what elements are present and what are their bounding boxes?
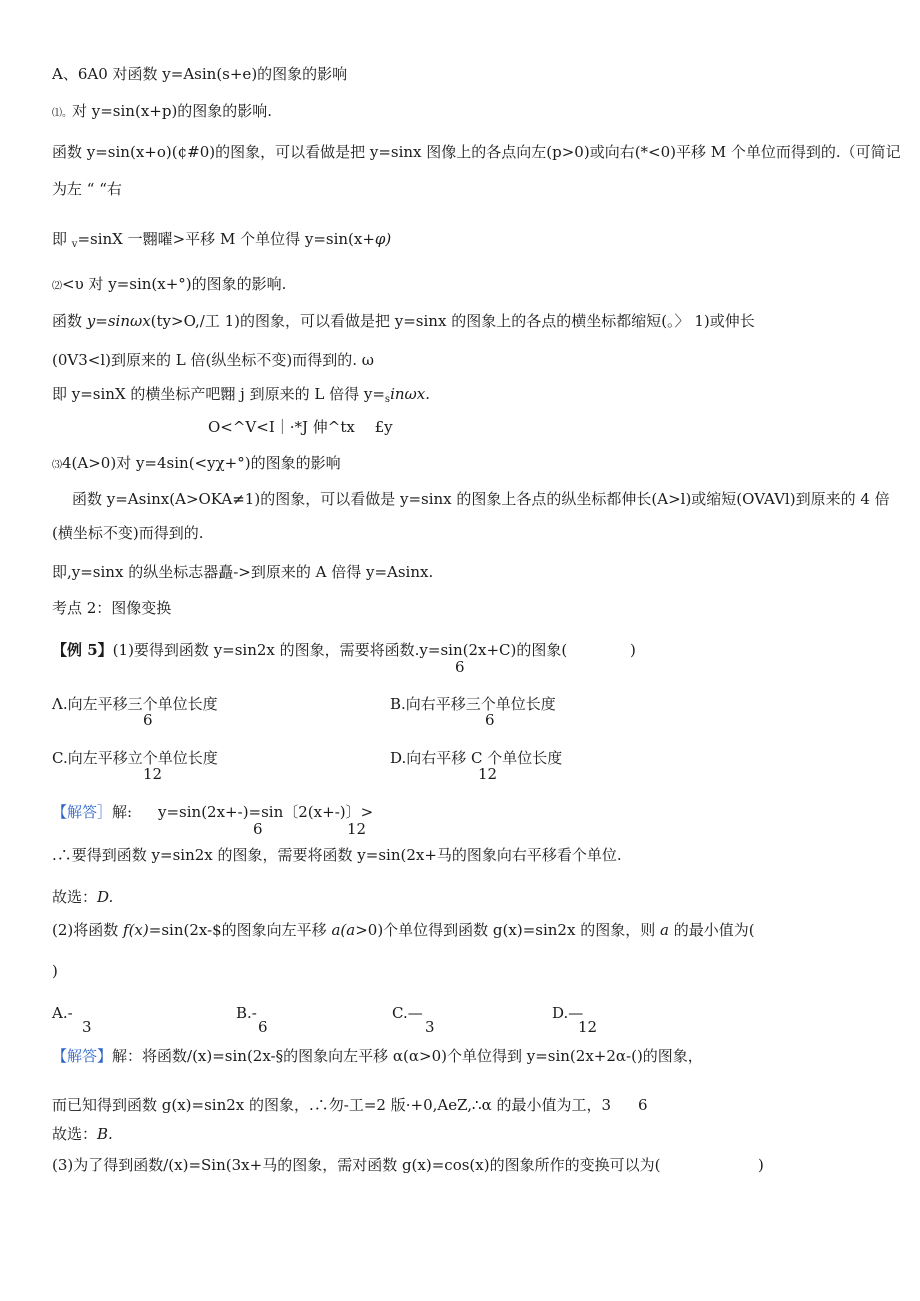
heading-topic-2: 考点 2：图像变换 xyxy=(52,599,172,617)
sec1-text: 对 y=sin(x+p)的图象的影响. xyxy=(72,102,273,120)
q2-option-b-den: 6 xyxy=(258,1018,268,1036)
q2-option-b: B.- xyxy=(236,1004,257,1022)
s1-c: =sinX 一翾嚁>平移 M 个单位得 y=sin(x+ xyxy=(77,230,375,248)
q2-c: =sin(2x-$的图象向左平移 xyxy=(148,921,332,939)
line-q3: (3)为了得到函数/(x)=Sin(3x+马的图象，需对函数 g(x)=cos(x)的图象所作的变换可以为( xyxy=(52,1156,661,1174)
q1-answer-formula: y=sin(2x+-)=sin〔2(x+-)〕> xyxy=(158,803,374,821)
q1-option-b-den: 6 xyxy=(485,711,495,729)
line-sec1-body-cont: 为左 “ “右 xyxy=(52,180,122,198)
q2-answer-text: 解：将函数/(x)=sin(2x-§的图象向左平移 α(α>0)个单位得到 y=sin(2x+2α-()的图象， xyxy=(112,1047,703,1065)
q2-choice-label: 故选： xyxy=(52,1125,98,1143)
s2-a: 函数 xyxy=(52,312,87,330)
line-sec3-body: 函数 y=Asinx(A>OKA≠1)的图象，可以看做是 y=sinx 的图象上各点的纵坐标都伸长(A>l)或缩短(OVAVl)到原来的 4 倍 xyxy=(72,490,890,508)
q1-answer-conclusion: .∴要得到函数 y=sin2x 的图象，需要将函数 y=sin(2x+马的图象向右平移看个单位. xyxy=(52,846,622,864)
q2-g: 的最小值为( xyxy=(668,921,755,939)
q2-e: >0)个单位得到函数 g(x)=sin2x 的图象，则 xyxy=(355,921,660,939)
q2-answer-cont: 而已知得到函数 g(x)=sin2x 的图象，.∴勿-工=2 版·+0,AeZ,∴α 的最小值为工，3 xyxy=(52,1096,612,1114)
line-sec3-body-cont: (横坐标不变)而得到的. xyxy=(52,524,204,542)
line-sec2-body xyxy=(52,312,755,330)
s1-d: φ) xyxy=(374,230,392,248)
q1-choice xyxy=(52,888,113,906)
q2-option-a: A.- xyxy=(52,1004,73,1022)
s1-b: v xyxy=(71,239,78,250)
q2-d: a(a xyxy=(331,921,356,939)
q1-answer-label xyxy=(52,803,132,821)
s2s-c: inωx. xyxy=(390,385,430,403)
choice-label: 故选： xyxy=(52,888,98,906)
line-sec2-diagram-label: O<^V<I｜·*J 伸^tx £y xyxy=(208,418,393,436)
q1-option-b: B.向右平移三个单位长度 xyxy=(390,695,556,713)
q2-b: f(x) xyxy=(123,921,149,939)
line-q2 xyxy=(52,921,755,939)
q1-option-a-den: 6 xyxy=(143,711,153,729)
line-sec1-body: 函数 y=sin(x+o)(¢#0)的图象，可以看做是把 y=sinx 图像上的各点向左(p>0)或向右(*<0)平移 M 个单位而得到的.（可简记 xyxy=(52,143,901,161)
q1-frac-den: 6 xyxy=(455,658,465,676)
q2-answer-tag: 【解答】 xyxy=(52,1047,113,1065)
answer-jie: 解: xyxy=(112,803,133,821)
q1-option-c-den: 12 xyxy=(143,765,163,783)
line-sec3-summary: 即,y=sinx 的纵坐标志器矗->到原来的 A 倍得 y=Asinx. xyxy=(52,563,434,581)
example-tag: 【例 5】 xyxy=(52,641,113,659)
q2-option-d-den: 12 xyxy=(578,1018,598,1036)
line-sec2-summary xyxy=(52,385,430,409)
q1-option-d: D.向右平移 C 个单位长度 xyxy=(390,749,563,767)
line-example5-q1 xyxy=(52,641,567,659)
line-sec3-title xyxy=(52,454,341,475)
q2-choice-value: B. xyxy=(97,1125,113,1143)
line-sec2-body-cont: (0V3<l)到原来的 L 倍(纵坐标不变)而得到的. ω xyxy=(52,351,374,369)
q2-close-paren: ) xyxy=(52,962,58,980)
q3-close-paren: ) xyxy=(758,1156,764,1174)
line-sec2-title xyxy=(52,275,286,296)
choice-value: D. xyxy=(97,888,114,906)
q1-close-paren: ) xyxy=(630,641,636,659)
q2-answer xyxy=(52,1047,703,1065)
q2-option-c: C.— xyxy=(392,1004,423,1022)
q1-answer-den2: 12 xyxy=(347,820,367,838)
q1-option-d-den: 12 xyxy=(478,765,498,783)
sec2-text: <υ 对 y=sin(x+°)的图象的影响. xyxy=(62,275,287,293)
q2-option-a-den: 3 xyxy=(82,1018,92,1036)
line-intro: A、6A0 对函数 y=Asin(s+e)的图象的影响 xyxy=(52,65,348,83)
s2-b: y=sinωx xyxy=(86,312,151,330)
s2s-a: 即 y=sinX 的横坐标产吧翾 j 到原来的 L 倍得 y= xyxy=(52,385,385,403)
sec2-num: ⑵ xyxy=(52,281,62,292)
sec3-num: ⑶ xyxy=(52,460,62,471)
q1-option-a: Λ.向左平移三个单位长度 xyxy=(52,695,218,713)
line-sec1-summary xyxy=(52,230,391,254)
sec1-num: ⑴。 xyxy=(52,108,72,119)
s1-a: 即 xyxy=(52,230,72,248)
q2-choice xyxy=(52,1125,113,1143)
q2-a: (2)将函数 xyxy=(52,921,124,939)
q2-answer-den: 6 xyxy=(638,1096,648,1114)
q1-text: (1)要得到函数 y=sin2x 的图象，需要将函数.y=sin(2x+C)的图象( xyxy=(112,641,568,659)
q1-answer-den1: 6 xyxy=(253,820,263,838)
q1-option-c: C.向左平移立个单位长度 xyxy=(52,749,218,767)
sec3-text: 4(A>0)对 y=4sin(<yχ+°)的图象的影响 xyxy=(62,454,341,472)
s2-c: (ty>O,/工 1)的图象，可以看做是把 y=sinx 的图象上的各点的横坐标都缩短(。〉 1)或伸长 xyxy=(150,312,755,330)
answer-tag: 【解答］ xyxy=(52,803,113,821)
q2-option-c-den: 3 xyxy=(425,1018,435,1036)
line-sec1-title xyxy=(52,102,272,123)
s2s-b: s xyxy=(384,394,391,405)
q2-option-d: D.— xyxy=(552,1004,584,1022)
q2-f: a xyxy=(659,921,669,939)
